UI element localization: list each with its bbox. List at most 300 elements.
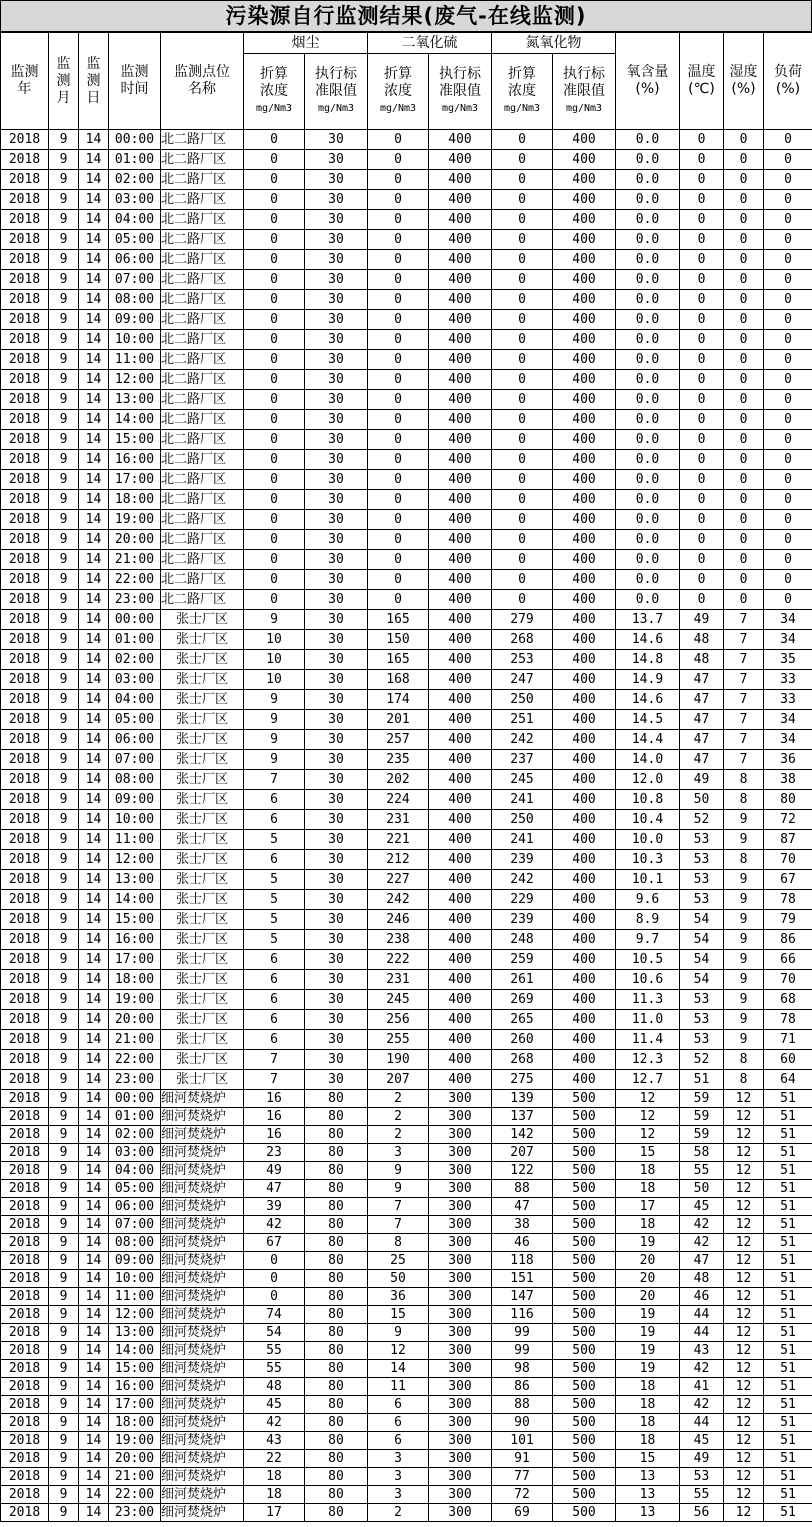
cell-time: 20:00	[109, 1010, 161, 1030]
cell-site: 张士厂区	[161, 890, 244, 910]
cell-humidity: 12	[724, 1144, 764, 1162]
cell-temperature: 55	[680, 1486, 724, 1504]
cell-load: 70	[764, 970, 812, 990]
header-so2-conc	[368, 54, 429, 130]
cell-nox-limit: 400	[553, 510, 616, 530]
cell-time: 06:00	[109, 1198, 161, 1216]
table-row	[1, 370, 812, 390]
cell-year: 2018	[1, 130, 49, 150]
cell-dust-conc: 10	[244, 670, 305, 690]
cell-humidity: 0	[724, 170, 764, 190]
cell-year: 2018	[1, 610, 49, 630]
cell-time: 13:00	[109, 870, 161, 890]
cell-load: 51	[764, 1486, 812, 1504]
cell-time: 11:00	[109, 350, 161, 370]
cell-so2-conc: 256	[368, 1010, 429, 1030]
cell-year: 2018	[1, 750, 49, 770]
cell-oxygen: 10.1	[616, 870, 680, 890]
cell-dust-limit: 30	[305, 650, 368, 670]
cell-site: 张士厂区	[161, 670, 244, 690]
cell-dust-conc: 0	[244, 350, 305, 370]
header-nox-limit	[553, 54, 616, 130]
cell-dust-conc: 16	[244, 1090, 305, 1108]
cell-month: 9	[49, 250, 79, 270]
cell-nox-limit: 400	[553, 1070, 616, 1090]
cell-humidity: 9	[724, 810, 764, 830]
cell-dust-limit: 30	[305, 590, 368, 610]
cell-nox-conc: 250	[492, 810, 553, 830]
cell-nox-limit: 500	[553, 1432, 616, 1450]
cell-month: 9	[49, 1324, 79, 1342]
table-row	[1, 1050, 812, 1070]
table-row	[1, 1306, 812, 1324]
table-header	[1, 33, 812, 130]
cell-year: 2018	[1, 1108, 49, 1126]
table-row	[1, 1432, 812, 1450]
cell-dust-limit: 30	[305, 1010, 368, 1030]
cell-humidity: 12	[724, 1306, 764, 1324]
cell-temperature: 47	[680, 1252, 724, 1270]
cell-load: 0	[764, 230, 812, 250]
cell-temperature: 0	[680, 490, 724, 510]
cell-nox-conc: 0	[492, 230, 553, 250]
cell-month: 9	[49, 1070, 79, 1090]
cell-load: 0	[764, 410, 812, 430]
cell-humidity: 0	[724, 570, 764, 590]
cell-so2-limit: 400	[429, 950, 492, 970]
cell-temperature: 0	[680, 330, 724, 350]
cell-load: 51	[764, 1252, 812, 1270]
table-row	[1, 670, 812, 690]
conc-label: 折算浓度	[384, 66, 412, 99]
cell-so2-limit: 300	[429, 1414, 492, 1432]
cell-nox-limit: 500	[553, 1414, 616, 1432]
cell-nox-limit: 500	[553, 1252, 616, 1270]
cell-so2-conc: 0	[368, 290, 429, 310]
cell-time: 04:00	[109, 690, 161, 710]
cell-humidity: 12	[724, 1450, 764, 1468]
cell-nox-conc: 239	[492, 850, 553, 870]
cell-dust-limit: 30	[305, 890, 368, 910]
cell-year: 2018	[1, 1324, 49, 1342]
cell-temperature: 0	[680, 510, 724, 530]
table-row	[1, 1144, 812, 1162]
cell-nox-conc: 90	[492, 1414, 553, 1432]
cell-oxygen: 0.0	[616, 530, 680, 550]
cell-site: 北二路厂区	[161, 190, 244, 210]
cell-so2-conc: 3	[368, 1450, 429, 1468]
cell-month: 9	[49, 570, 79, 590]
cell-temperature: 53	[680, 890, 724, 910]
cell-dust-conc: 49	[244, 1162, 305, 1180]
cell-load: 33	[764, 670, 812, 690]
cell-year: 2018	[1, 1126, 49, 1144]
cell-load: 64	[764, 1070, 812, 1090]
cell-year: 2018	[1, 1030, 49, 1050]
cell-so2-conc: 2	[368, 1090, 429, 1108]
cell-time: 14:00	[109, 1342, 161, 1360]
cell-site: 北二路厂区	[161, 410, 244, 430]
cell-time: 17:00	[109, 470, 161, 490]
cell-so2-conc: 2	[368, 1126, 429, 1144]
cell-time: 05:00	[109, 230, 161, 250]
cell-site: 张士厂区	[161, 630, 244, 650]
cell-temperature: 0	[680, 210, 724, 230]
table-row	[1, 1216, 812, 1234]
cell-day: 14	[79, 450, 109, 470]
cell-time: 03:00	[109, 190, 161, 210]
cell-temperature: 50	[680, 1180, 724, 1198]
cell-nox-conc: 0	[492, 370, 553, 390]
cell-load: 67	[764, 870, 812, 890]
cell-oxygen: 17	[616, 1198, 680, 1216]
cell-humidity: 0	[724, 150, 764, 170]
cell-temperature: 0	[680, 370, 724, 390]
cell-humidity: 9	[724, 950, 764, 970]
cell-year: 2018	[1, 1306, 49, 1324]
cell-dust-conc: 54	[244, 1324, 305, 1342]
cell-so2-limit: 400	[429, 1030, 492, 1050]
cell-load: 68	[764, 990, 812, 1010]
cell-load: 0	[764, 510, 812, 530]
table-row	[1, 1288, 812, 1306]
cell-site: 张士厂区	[161, 750, 244, 770]
cell-site: 细河焚烧炉	[161, 1234, 244, 1252]
cell-load: 51	[764, 1270, 812, 1288]
table-row	[1, 410, 812, 430]
cell-load: 0	[764, 330, 812, 350]
cell-nox-conc: 275	[492, 1070, 553, 1090]
cell-load: 51	[764, 1162, 812, 1180]
cell-site: 北二路厂区	[161, 430, 244, 450]
cell-nox-conc: 251	[492, 710, 553, 730]
cell-day: 14	[79, 250, 109, 270]
cell-nox-conc: 248	[492, 930, 553, 950]
cell-oxygen: 9.6	[616, 890, 680, 910]
cell-dust-conc: 6	[244, 990, 305, 1010]
cell-site: 细河焚烧炉	[161, 1360, 244, 1378]
cell-nox-limit: 400	[553, 1010, 616, 1030]
cell-dust-conc: 23	[244, 1144, 305, 1162]
cell-nox-conc: 147	[492, 1288, 553, 1306]
cell-oxygen: 18	[616, 1432, 680, 1450]
cell-load: 0	[764, 310, 812, 330]
cell-nox-conc: 207	[492, 1144, 553, 1162]
cell-so2-limit: 300	[429, 1432, 492, 1450]
cell-dust-conc: 16	[244, 1126, 305, 1144]
cell-dust-limit: 80	[305, 1486, 368, 1504]
cell-month: 9	[49, 630, 79, 650]
cell-temperature: 0	[680, 410, 724, 430]
cell-time: 09:00	[109, 310, 161, 330]
cell-load: 72	[764, 810, 812, 830]
cell-nox-conc: 265	[492, 1010, 553, 1030]
cell-so2-limit: 400	[429, 150, 492, 170]
cell-humidity: 9	[724, 990, 764, 1010]
cell-load: 51	[764, 1306, 812, 1324]
cell-so2-limit: 400	[429, 610, 492, 630]
cell-load: 71	[764, 1030, 812, 1050]
cell-so2-limit: 400	[429, 830, 492, 850]
cell-so2-limit: 400	[429, 270, 492, 290]
cell-day: 14	[79, 1342, 109, 1360]
unit-label: mg/Nm3	[379, 103, 417, 114]
cell-load: 51	[764, 1144, 812, 1162]
table-row	[1, 450, 812, 470]
cell-month: 9	[49, 1468, 79, 1486]
cell-site: 张士厂区	[161, 990, 244, 1010]
cell-so2-conc: 0	[368, 430, 429, 450]
cell-oxygen: 12	[616, 1108, 680, 1126]
cell-oxygen: 10.5	[616, 950, 680, 970]
cell-year: 2018	[1, 330, 49, 350]
cell-dust-conc: 0	[244, 510, 305, 530]
table-row	[1, 1378, 812, 1396]
cell-so2-conc: 9	[368, 1180, 429, 1198]
cell-nox-limit: 400	[553, 830, 616, 850]
cell-site: 张士厂区	[161, 1070, 244, 1090]
cell-year: 2018	[1, 1234, 49, 1252]
cell-time: 11:00	[109, 1288, 161, 1306]
cell-year: 2018	[1, 830, 49, 850]
header-so2-limit	[429, 54, 492, 130]
cell-dust-limit: 30	[305, 730, 368, 750]
cell-day: 14	[79, 1252, 109, 1270]
cell-oxygen: 18	[616, 1180, 680, 1198]
cell-oxygen: 18	[616, 1414, 680, 1432]
cell-time: 16:00	[109, 1378, 161, 1396]
cell-year: 2018	[1, 770, 49, 790]
cell-month: 9	[49, 1270, 79, 1288]
cell-temperature: 0	[680, 190, 724, 210]
cell-temperature: 41	[680, 1378, 724, 1396]
cell-temperature: 54	[680, 970, 724, 990]
cell-month: 9	[49, 490, 79, 510]
cell-time: 21:00	[109, 1468, 161, 1486]
cell-dust-limit: 80	[305, 1324, 368, 1342]
cell-year: 2018	[1, 710, 49, 730]
cell-dust-conc: 0	[244, 1288, 305, 1306]
cell-dust-conc: 0	[244, 270, 305, 290]
cell-so2-conc: 174	[368, 690, 429, 710]
cell-dust-conc: 0	[244, 450, 305, 470]
cell-day: 14	[79, 890, 109, 910]
cell-month: 9	[49, 1378, 79, 1396]
cell-month: 9	[49, 890, 79, 910]
cell-nox-conc: 0	[492, 330, 553, 350]
cell-so2-conc: 6	[368, 1432, 429, 1450]
cell-month: 9	[49, 930, 79, 950]
cell-day: 14	[79, 1050, 109, 1070]
table-row	[1, 510, 812, 530]
cell-site: 张士厂区	[161, 790, 244, 810]
cell-dust-conc: 9	[244, 750, 305, 770]
cell-year: 2018	[1, 690, 49, 710]
cell-year: 2018	[1, 970, 49, 990]
cell-load: 51	[764, 1414, 812, 1432]
cell-temperature: 53	[680, 990, 724, 1010]
cell-so2-limit: 400	[429, 570, 492, 590]
cell-temperature: 53	[680, 870, 724, 890]
header-month: 监测月	[49, 33, 79, 130]
cell-dust-limit: 80	[305, 1468, 368, 1486]
cell-humidity: 7	[724, 730, 764, 750]
cell-time: 12:00	[109, 370, 161, 390]
cell-humidity: 0	[724, 250, 764, 270]
table-row	[1, 290, 812, 310]
cell-year: 2018	[1, 1090, 49, 1108]
cell-time: 10:00	[109, 810, 161, 830]
cell-month: 9	[49, 230, 79, 250]
cell-dust-conc: 45	[244, 1396, 305, 1414]
cell-oxygen: 0.0	[616, 550, 680, 570]
cell-nox-conc: 0	[492, 170, 553, 190]
cell-humidity: 7	[724, 710, 764, 730]
cell-nox-limit: 400	[553, 950, 616, 970]
cell-site: 北二路厂区	[161, 270, 244, 290]
cell-temperature: 58	[680, 1144, 724, 1162]
cell-time: 07:00	[109, 270, 161, 290]
cell-load: 33	[764, 690, 812, 710]
cell-so2-conc: 0	[368, 530, 429, 550]
cell-load: 0	[764, 490, 812, 510]
cell-load: 34	[764, 710, 812, 730]
cell-nox-conc: 0	[492, 470, 553, 490]
cell-nox-conc: 118	[492, 1252, 553, 1270]
cell-load: 51	[764, 1216, 812, 1234]
cell-nox-limit: 400	[553, 730, 616, 750]
cell-dust-conc: 74	[244, 1306, 305, 1324]
table-row	[1, 1270, 812, 1288]
cell-so2-limit: 400	[429, 670, 492, 690]
cell-day: 14	[79, 230, 109, 250]
cell-month: 9	[49, 270, 79, 290]
cell-dust-limit: 80	[305, 1342, 368, 1360]
cell-year: 2018	[1, 890, 49, 910]
cell-month: 9	[49, 1360, 79, 1378]
cell-humidity: 9	[724, 910, 764, 930]
cell-time: 04:00	[109, 1162, 161, 1180]
cell-nox-limit: 400	[553, 250, 616, 270]
cell-so2-conc: 242	[368, 890, 429, 910]
cell-humidity: 12	[724, 1252, 764, 1270]
cell-site: 北二路厂区	[161, 230, 244, 250]
cell-so2-conc: 201	[368, 710, 429, 730]
cell-nox-limit: 500	[553, 1324, 616, 1342]
cell-day: 14	[79, 650, 109, 670]
header-group-so2: 二氧化硫	[368, 33, 492, 54]
cell-oxygen: 0.0	[616, 390, 680, 410]
cell-humidity: 12	[724, 1342, 764, 1360]
cell-month: 9	[49, 430, 79, 450]
cell-year: 2018	[1, 1144, 49, 1162]
cell-so2-conc: 168	[368, 670, 429, 690]
cell-year: 2018	[1, 1396, 49, 1414]
cell-month: 9	[49, 1306, 79, 1324]
cell-dust-limit: 80	[305, 1144, 368, 1162]
cell-oxygen: 19	[616, 1306, 680, 1324]
cell-humidity: 7	[724, 630, 764, 650]
cell-nox-conc: 77	[492, 1468, 553, 1486]
cell-nox-limit: 400	[553, 370, 616, 390]
cell-site: 张士厂区	[161, 1030, 244, 1050]
cell-load: 51	[764, 1450, 812, 1468]
cell-dust-limit: 30	[305, 190, 368, 210]
cell-temperature: 47	[680, 730, 724, 750]
cell-dust-conc: 0	[244, 390, 305, 410]
cell-oxygen: 0.0	[616, 430, 680, 450]
cell-oxygen: 0.0	[616, 350, 680, 370]
cell-humidity: 9	[724, 930, 764, 950]
cell-oxygen: 11.4	[616, 1030, 680, 1050]
cell-load: 51	[764, 1234, 812, 1252]
cell-so2-conc: 227	[368, 870, 429, 890]
cell-year: 2018	[1, 1198, 49, 1216]
cell-nox-conc: 241	[492, 790, 553, 810]
cell-load: 38	[764, 770, 812, 790]
cell-time: 23:00	[109, 1070, 161, 1090]
cell-site: 张士厂区	[161, 610, 244, 630]
cell-dust-conc: 55	[244, 1360, 305, 1378]
cell-time: 21:00	[109, 550, 161, 570]
cell-dust-conc: 0	[244, 290, 305, 310]
cell-so2-limit: 400	[429, 130, 492, 150]
cell-so2-conc: 231	[368, 810, 429, 830]
cell-nox-limit: 500	[553, 1288, 616, 1306]
cell-nox-limit: 400	[553, 170, 616, 190]
cell-month: 9	[49, 130, 79, 150]
cell-site: 张士厂区	[161, 850, 244, 870]
cell-dust-limit: 30	[305, 670, 368, 690]
cell-dust-limit: 30	[305, 270, 368, 290]
cell-load: 51	[764, 1288, 812, 1306]
cell-day: 14	[79, 910, 109, 930]
cell-nox-conc: 88	[492, 1180, 553, 1198]
cell-dust-conc: 67	[244, 1234, 305, 1252]
cell-month: 9	[49, 670, 79, 690]
cell-time: 22:00	[109, 1050, 161, 1070]
cell-oxygen: 19	[616, 1234, 680, 1252]
cell-month: 9	[49, 870, 79, 890]
cell-so2-limit: 400	[429, 930, 492, 950]
cell-dust-limit: 30	[305, 530, 368, 550]
cell-time: 23:00	[109, 590, 161, 610]
cell-temperature: 47	[680, 670, 724, 690]
cell-so2-limit: 300	[429, 1090, 492, 1108]
cell-nox-limit: 400	[553, 350, 616, 370]
cell-site: 北二路厂区	[161, 310, 244, 330]
cell-dust-conc: 6	[244, 950, 305, 970]
cell-site: 北二路厂区	[161, 550, 244, 570]
cell-oxygen: 13	[616, 1468, 680, 1486]
cell-dust-limit: 30	[305, 210, 368, 230]
cell-nox-limit: 400	[553, 230, 616, 250]
cell-oxygen: 14.6	[616, 630, 680, 650]
cell-humidity: 7	[724, 670, 764, 690]
cell-so2-limit: 400	[429, 1050, 492, 1070]
cell-so2-conc: 238	[368, 930, 429, 950]
table-row	[1, 1450, 812, 1468]
cell-load: 0	[764, 590, 812, 610]
cell-temperature: 46	[680, 1288, 724, 1306]
cell-nox-limit: 500	[553, 1486, 616, 1504]
cell-nox-conc: 151	[492, 1270, 553, 1288]
cell-time: 19:00	[109, 1432, 161, 1450]
cell-year: 2018	[1, 670, 49, 690]
table-row	[1, 470, 812, 490]
cell-temperature: 0	[680, 590, 724, 610]
cell-time: 05:00	[109, 710, 161, 730]
